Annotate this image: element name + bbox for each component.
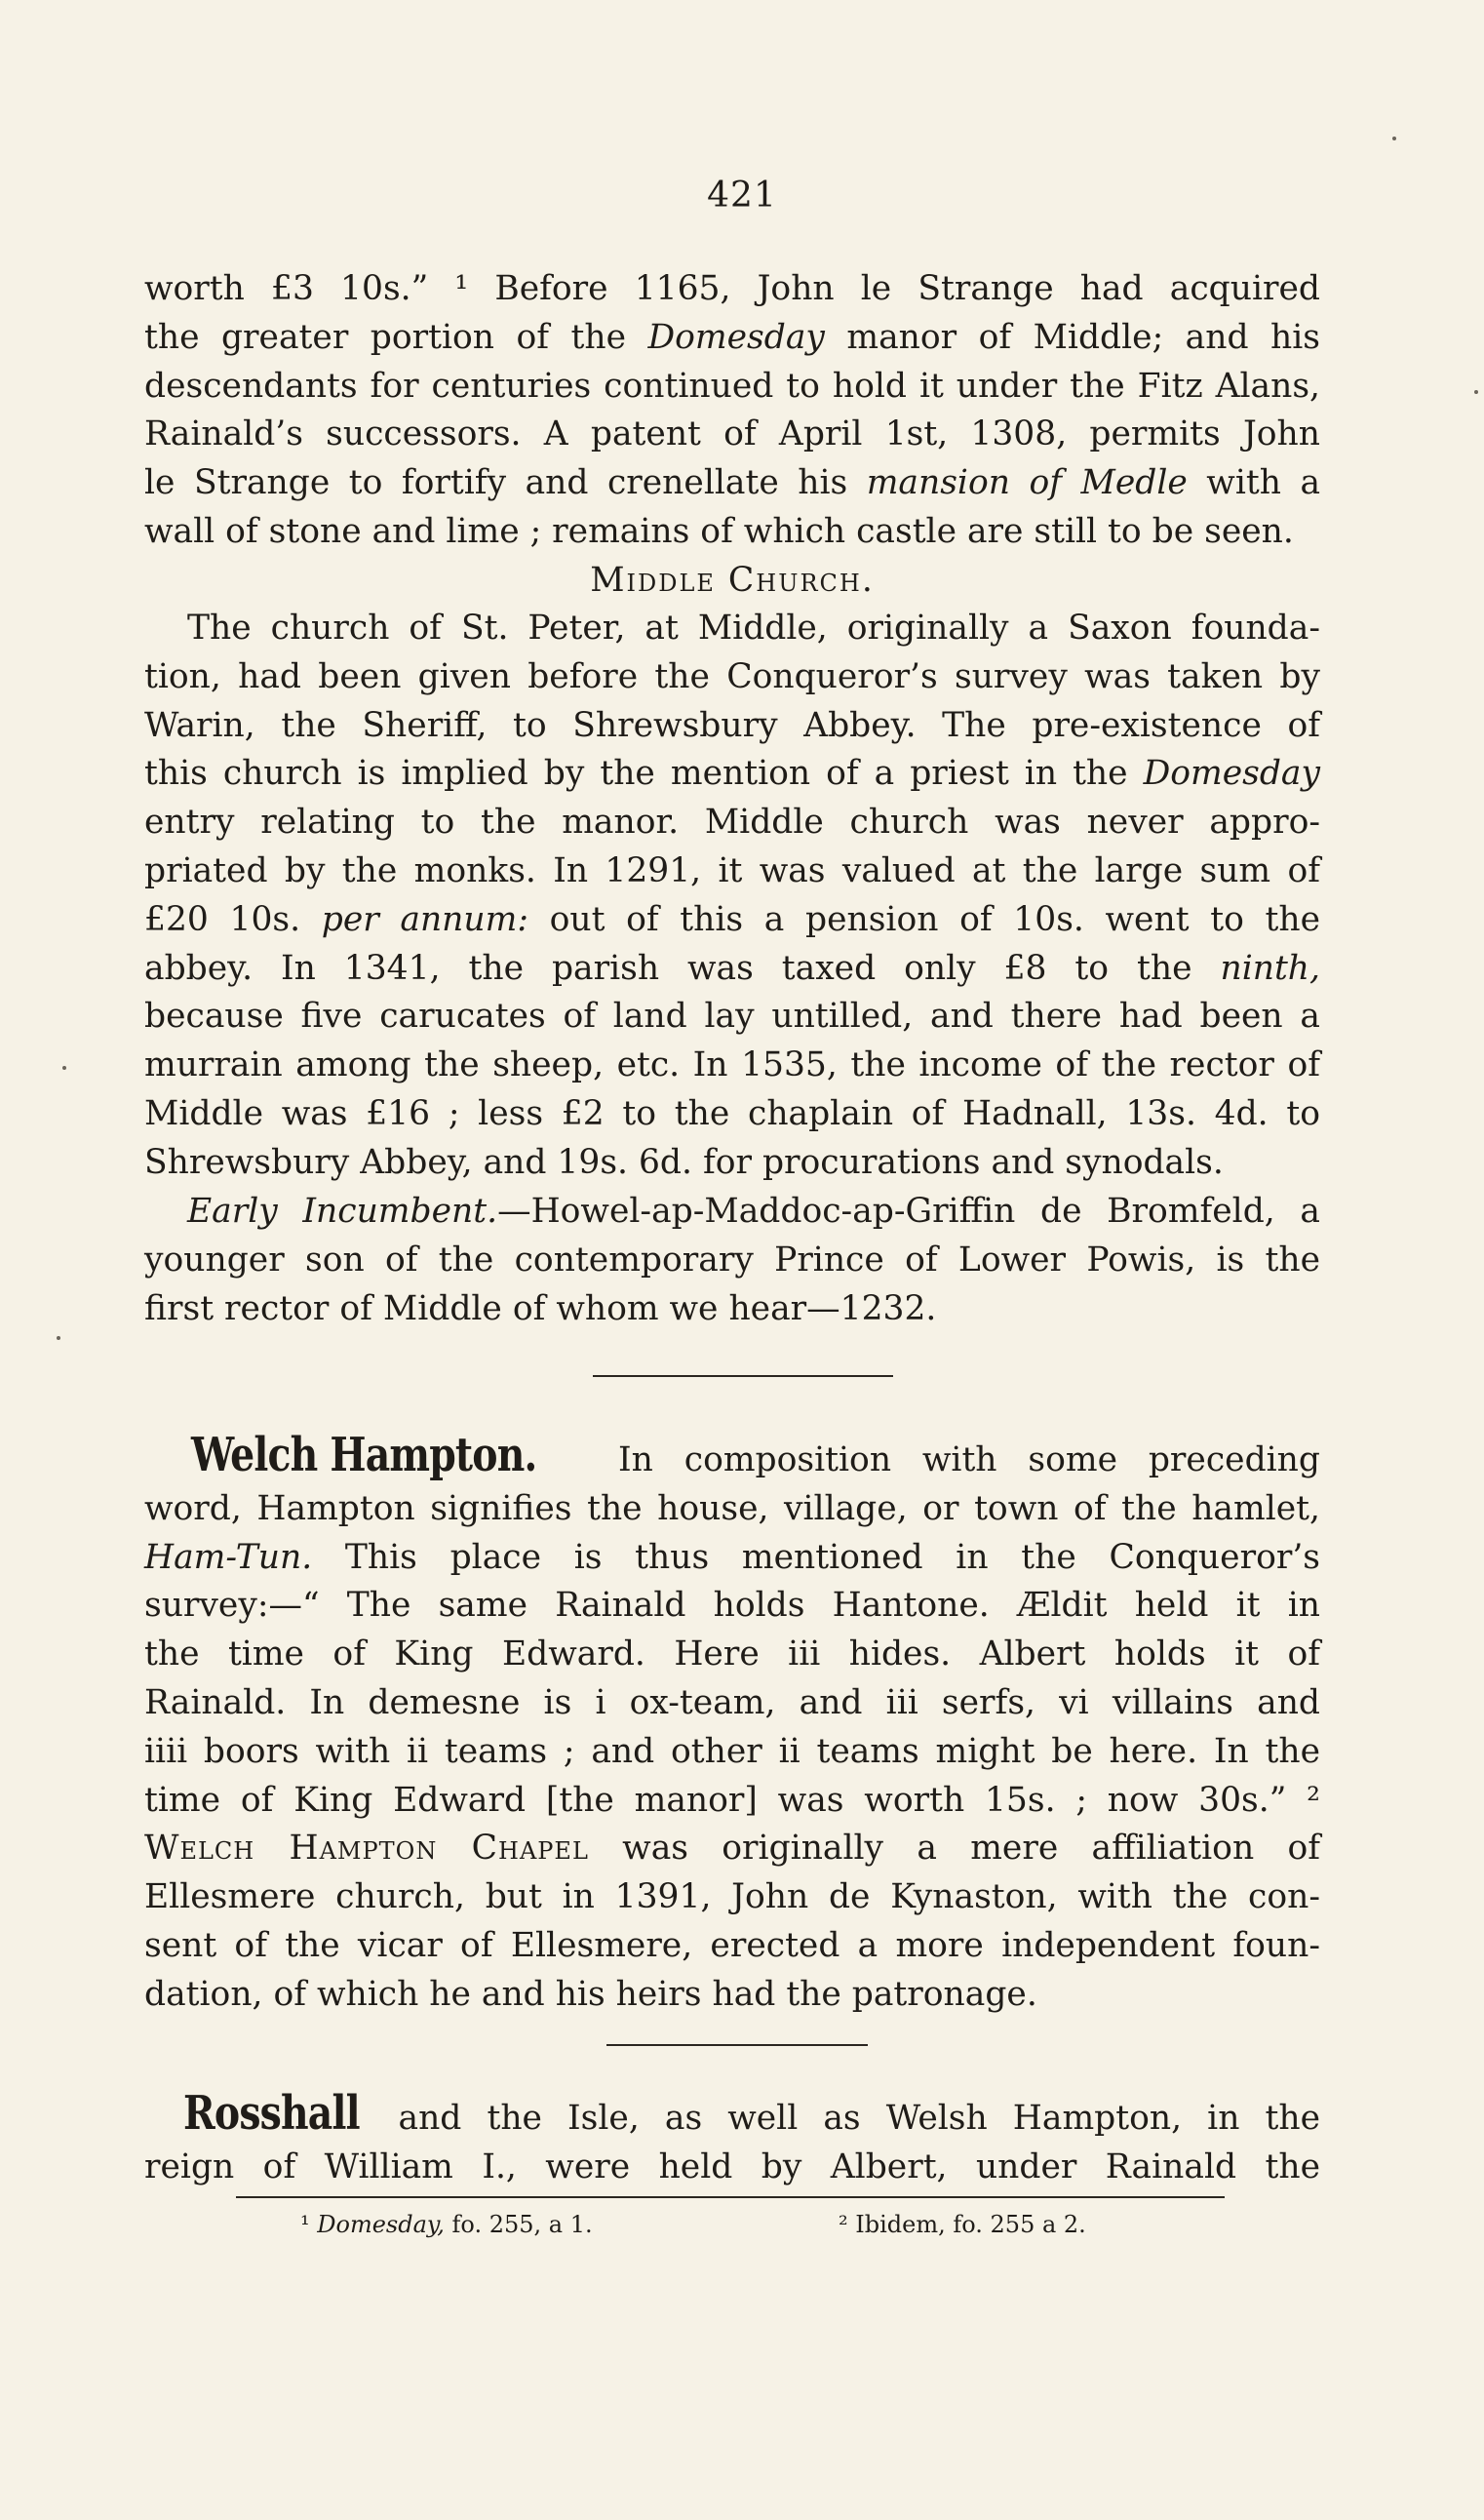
text-line: because five carucates of land lay untilled, and there had been a xyxy=(144,997,1320,1037)
text-line: The church of St. Peter, at Middle, originally a Saxon founda- xyxy=(187,609,1320,648)
text-line: the greater portion of the Domesday manor of Middle; and his xyxy=(144,317,1320,357)
page-number: 421 xyxy=(707,176,777,216)
text-line: le Strange to fortify and crenellate his mansion of Medle with a xyxy=(144,463,1321,503)
text-line: Rainald’s successors. A patent of April 1st, 1308, permits John xyxy=(144,414,1320,454)
text-line xyxy=(144,1428,1320,1485)
section-heading-middle-church: Middle Church. xyxy=(590,561,875,600)
text-span: £20 10s. xyxy=(144,899,322,939)
text-line: dation, of which he and his heirs had the patronage. xyxy=(144,1974,1037,2014)
footnote-ref: Ibidem, fo. 255 a 2. xyxy=(855,2211,1086,2238)
paragraph-1 xyxy=(144,265,1320,557)
text-line: first rector of Middle of whom we hear—1232. xyxy=(144,1288,937,1328)
text-line: the time of King Edward. Here iii hides. Albert holds it of xyxy=(144,1634,1320,1674)
text-span: and the Isle, as well as Welsh Hampton, in the xyxy=(372,2099,1320,2138)
text-line: Warin, the Sheriff, to Shrewsbury Abbey. The pre-existence of xyxy=(144,705,1320,745)
text-line xyxy=(144,750,1320,799)
italic-term: ninth, xyxy=(1220,948,1320,988)
text-span: abbey. In 1341, the parish was taxed only £8 to the xyxy=(144,948,1221,988)
text-line: Rainald. In demesne is i ox-team, and iii serfs, vi villains and xyxy=(144,1682,1320,1722)
text-line: younger son of the contemporary Prince of Lower Powis, is the xyxy=(144,1240,1320,1280)
text-line xyxy=(144,1534,1320,1583)
text-line: entry relating to the manor. Middle church was never appro- xyxy=(144,803,1320,843)
section-rosshall xyxy=(144,2086,1320,2192)
scan-speck xyxy=(1392,137,1396,140)
scan-speck xyxy=(1474,390,1478,394)
text-span: was originally a mere affiliation of xyxy=(588,1829,1320,1869)
text-line: sent of the vicar of Ellesmere, erected a more independent foun- xyxy=(144,1925,1320,1965)
paragraph-3 xyxy=(144,1188,1320,1333)
text-line: murrain among the sheep, etc. In 1535, the income of the rector of xyxy=(144,1045,1320,1085)
footnote-marker: ² xyxy=(839,2211,848,2238)
text-span: out of this a pension of 10s. went to the xyxy=(527,899,1320,939)
section-title-rosshall: Rosshall xyxy=(183,2086,360,2141)
text-line: descendants for centuries continued to hold it under the Fitz Alans, xyxy=(144,366,1320,406)
section-title-welch-hampton: Welch Hampton. xyxy=(191,1428,537,1482)
section-divider xyxy=(606,2044,868,2046)
text-line: time of King Edward [the manor] was worth 15s. ; now 30s.” ² xyxy=(144,1780,1320,1820)
text-line: wall of stone and lime ; remains of which castle are still to be seen. xyxy=(144,511,1294,551)
paragraph-2 xyxy=(144,605,1320,1188)
text-line: word, Hampton signifies the house, village, or town of the hamlet, xyxy=(144,1488,1320,1528)
scan-speck xyxy=(62,1066,66,1070)
text-line: worth £3 10s.” ¹ Before 1165, John le Strange had acquired xyxy=(144,269,1320,308)
text-line: Shrewsbury Abbey, and 19s. 6d. for procurations and synodals. xyxy=(144,1142,1224,1182)
text-line: reign of William I., were held by Albert, under Rainald the xyxy=(144,2146,1320,2186)
text-span: This place is thus mentioned in the Conqueror’s xyxy=(312,1537,1320,1577)
italic-term: per annum: xyxy=(321,899,528,939)
section-welch-hampton xyxy=(144,1428,1320,2020)
italic-term: Ham-Tun. xyxy=(144,1537,313,1577)
footnote-source: Domesday, xyxy=(317,2211,445,2238)
text-line: tion, had been given before the Conqueror’s survey was taken by xyxy=(144,656,1320,696)
text-line: priated by the monks. In 1291, it was valued at the large sum of xyxy=(144,850,1320,890)
italic-term: Domesday xyxy=(1143,754,1320,794)
text-line xyxy=(144,1825,1320,1873)
italic-label: Early Incumbent. xyxy=(187,1192,498,1231)
small-caps-term: Welch Hampton Chapel xyxy=(144,1829,589,1869)
text-span: this church is implied by the mention of a priest in the xyxy=(144,754,1144,794)
footnote-ref: fo. 255, a 1. xyxy=(444,2211,593,2238)
section-divider xyxy=(593,1375,893,1377)
text-line: Ellesmere church, but in 1391, John de Kynaston, with the con- xyxy=(144,1877,1320,1917)
text-line: survey:—“ The same Rainald holds Hantone. Ældit held it in xyxy=(144,1586,1320,1626)
text-line xyxy=(144,1188,1320,1237)
text-span: In composition with some preceding xyxy=(587,1440,1320,1479)
text-line: iiii boors with ii teams ; and other ii teams might be here. In the xyxy=(144,1731,1320,1771)
text-line xyxy=(144,2086,1320,2144)
footnote-rule xyxy=(236,2196,1225,2198)
text-span: —Howel-ap-Maddoc-ap-Griffin de Bromfeld, a xyxy=(497,1192,1320,1231)
footnote-1 xyxy=(300,2209,593,2240)
text-line xyxy=(144,896,1320,945)
text-line xyxy=(144,945,1320,994)
footnote-marker: ¹ xyxy=(300,2211,310,2238)
footnote-2 xyxy=(839,2209,1086,2240)
scan-speck xyxy=(57,1336,60,1340)
text-line: Middle was £16 ; less £2 to the chaplain of Hadnall, 13s. 4d. to xyxy=(144,1093,1320,1133)
